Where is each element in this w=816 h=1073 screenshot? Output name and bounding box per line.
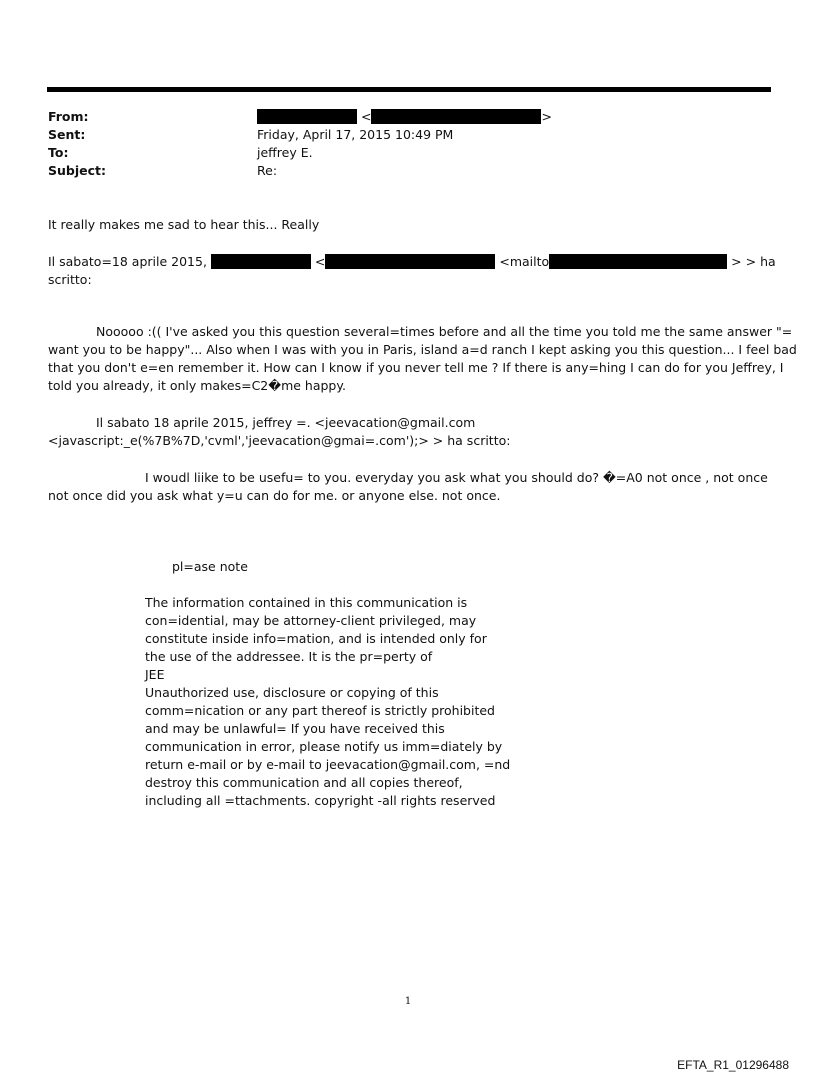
disclaimer-line: The information contained in this communication is: [145, 595, 468, 610]
body-line-1: It really makes me sad to hear this... Really: [48, 217, 320, 232]
para2-line-3: that you don't e=en remember it. How can I know if you never tell me ? If there is any=hing I can do for you Jeffrey, I: [48, 360, 784, 375]
para4-line-1: I woudl liike to be usefu= to you. everyday you ask what you should do? �=A0 not once , not once: [145, 470, 768, 485]
from-gt: >: [541, 109, 552, 124]
sent-value: Friday, April 17, 2015 10:49 PM: [257, 127, 454, 142]
para3-line-1: Il sabato 18 aprile 2015, jeffrey =. <jeevacation@gmail.com: [96, 415, 476, 430]
para2-line-4: told you already, it only makes=C2�me happy.: [48, 378, 346, 393]
disclaimer-line: constitute inside info=mation, and is intended only for: [145, 631, 487, 646]
disclaimer-line: communication in error, please notify us imm=diately by: [145, 739, 503, 754]
para2-line-1: Nooooo :(( I've asked you this question several=times before and all the time you told me the same answer "=: [96, 324, 793, 339]
disclaimer-block: [145, 594, 510, 810]
redacted-sender-name: [257, 109, 357, 124]
sent-label: Sent:: [48, 127, 86, 142]
disclaimer-line: JEE: [145, 667, 165, 682]
from-value: [257, 108, 552, 126]
disclaimer-line: including all =ttachments. copyright -all rights reserved: [145, 793, 496, 808]
quote-intro-lt: <: [314, 254, 326, 269]
disclaimer-line: the use of the addressee. It is the pr=perty of: [145, 649, 433, 664]
quote-intro-line-2: scritto:: [48, 272, 92, 287]
quote-intro-mailto: <mailto: [499, 254, 550, 269]
quote-intro-line-1: [48, 253, 776, 271]
from-label: From:: [48, 109, 89, 124]
para3-line-2: <javascript:_e(%7B%7D,'cvml','jeevacation@gmai=.com');> > ha scritto:: [48, 433, 511, 448]
document-id: EFTA_R1_01296488: [677, 1058, 789, 1072]
disclaimer-line: comm=nication or any part thereof is strictly prohibited: [145, 703, 495, 718]
redacted-quote-email: [325, 254, 495, 269]
from-lt: <: [360, 109, 372, 124]
disclaimer-line: return e-mail or by e-mail to jeevacation@gmail.com, =nd: [145, 757, 511, 772]
quote-intro-date: Il sabato=18 aprile 2015,: [48, 254, 207, 269]
to-label: To:: [48, 145, 69, 160]
redacted-quote-mailto: [549, 254, 727, 269]
para4-line-2: not once did you ask what y=u can do for me. or anyone else. not once.: [48, 488, 501, 503]
note-heading: pl=ase note: [172, 559, 248, 574]
para2-line-2: want you to be happy"... Also when I was with you in Paris, island a=d ranch I kept asking you this question... I feel bad: [48, 342, 797, 357]
subject-value: Re:: [257, 163, 278, 178]
disclaimer-line: destroy this communication and all copies thereof,: [145, 775, 463, 790]
header-rule: [47, 87, 771, 92]
subject-label: Subject:: [48, 163, 106, 178]
redacted-sender-email: [371, 109, 541, 124]
redacted-quote-name: [211, 254, 311, 269]
disclaimer-line: Unauthorized use, disclosure or copying of this: [145, 685, 439, 700]
disclaimer-line: con=idential, may be attorney-client privileged, may: [145, 613, 477, 628]
page-number: 1: [404, 996, 412, 1007]
disclaimer-line: and may be unlawful= If you have received this: [145, 721, 445, 736]
quote-intro-end: > > ha: [731, 254, 776, 269]
to-value: jeffrey E.: [257, 145, 313, 160]
